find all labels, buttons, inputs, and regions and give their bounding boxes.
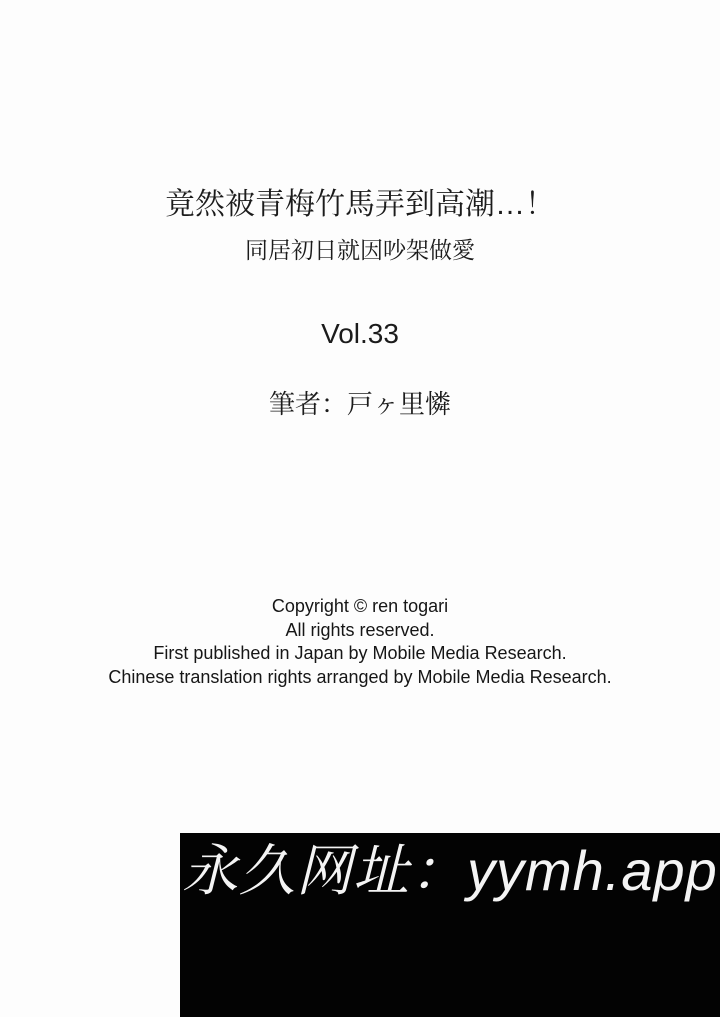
volume-label: Vol.33 <box>321 318 399 349</box>
copyright-line-1: Copyright © ren togari <box>271 596 449 616</box>
copyright-line-2: All rights reserved. <box>285 619 435 640</box>
watermark-url-text: 永久网址：yymh.app <box>182 839 718 902</box>
copyright-line-3: First published in Japan by Mobile Media Research. <box>153 643 567 663</box>
watermark-banner <box>180 833 720 1017</box>
copyright-line-4: Chinese translation rights arranged by Mobile Media Research. <box>108 666 612 687</box>
series-subtitle: 同居初日就因吵架做愛 <box>245 237 475 263</box>
copyright-block <box>0 595 720 689</box>
author-line: 筆者：戸ヶ里憐 <box>268 389 451 419</box>
series-title: 竟然被青梅竹馬弄到高潮…！ <box>165 188 555 221</box>
